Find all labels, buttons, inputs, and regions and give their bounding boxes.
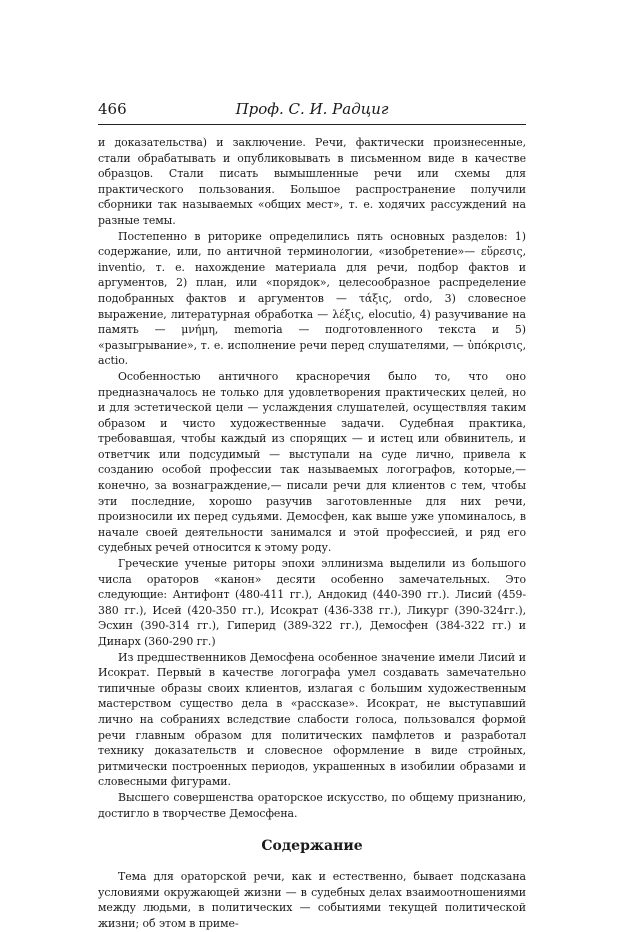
section-heading: Содержание: [261, 838, 363, 855]
paragraph-demosthenes: Высшего совершенства ораторское искусство, по общему признанию, достигло в творчестве Демосфена.: [98, 790, 526, 820]
paragraph-lysias-isocrates: Из предшественников Демосфена особенное значение имели Лисий и Исократ. Первый в качестве логографа умел создавать замечательно типичные образы своих клиентов, излагая с большим художественным мастерством существо дела в «рассказе». Исократ, не выступавший лично на собраниях вследствие слабости голоса, пользовался формой речи главным образом для политических памфлетов и разработал технику доказательств и словесное оформление в виде стройных, ритмически построенных периодов, украшенных в изобилии образами и словесными фигурами.: [98, 650, 526, 789]
paragraph-rhetoric-sections: Постепенно в риторике определились пять основных разделов: 1) содержание, или, по античной терминологии, «изобретение»— εὕρεσις, inventio, т. е. нахождение материала для речи, подбор фактов и аргументов, 2) план, или «порядок», целесообразное распределение подобранных фактов и аргументов — τάξις, ordo, 3) словесное выражение, литературная обработка — λέξις, elocutio, 4) разучивание на память — μνήμη, memoria — подготовленного текста и 5) «разыгрывание», т. е. исполнение речи перед слушателями, — ὑπόκρισις, actio.: [98, 229, 526, 368]
paragraph-canon-of-orators: Греческие ученые риторы эпохи эллинизма выделили из большого числа ораторов «канон» десяти особенно замечательных. Это следующие: Антифонт (480-411 гг.), Андокид (440-390 гг.). Лисий (459-380 гг.), Исей (420-350 гг.), Исократ (436-338 гг.), Ликург (390-324гг.), Эсхин (390-314 гг.), Гиперид (389-322 гг.), Демосфен (384-322 гг.) и Динарх (360-290 гг.): [98, 557, 526, 648]
page-body: [98, 135, 526, 932]
paragraph-content-intro: Тема для ораторской речи, как и естественно, бывает подсказана условиями окружающей жизни — в судебных делах взаимоотношениями между людьми, в политических — событиями текущей политической жизни; об этом в приме-: [98, 870, 526, 930]
page-number: 466: [98, 100, 127, 118]
running-head: Проф. С. И. Радциг: [235, 100, 389, 118]
paragraph-continuation: и доказательства) и заключение. Речи, фактически произнесенные, стали обрабатывать и опубликовывать в письменном виде в качестве образцов. Стали писать вымышленные речи или схемы для практического пользования. Большое распространение получили сборники так называемых «общих мест», т. е. ходячих рассуждений на разные темы.: [98, 136, 526, 227]
page-header: [98, 100, 526, 125]
paragraph-logographers: Особенностью античного красноречия было то, что оно предназначалось не только для удовлетворения практических целей, но и для эстетической цели — услаждения слушателей, осуществляя таким образом и чисто художественные задачи. Судебная практика, требовавшая, чтобы каждый из спорящих — и истец или обвинитель, и ответчик или подсудимый — выступали на суде лично, привела к созданию особой профессии так называемых логографов, которые,— конечно, за вознаграждение,— писали речи для клиентов с тем, чтобы эти последние, хорошо разучив заготовленные для них речи, произносили их перед судьями. Демосфен, как выше уже упоминалось, в начале своей деятельности занимался и этой профессией, и ряд его судебных речей относится к этому роду.: [98, 369, 526, 555]
